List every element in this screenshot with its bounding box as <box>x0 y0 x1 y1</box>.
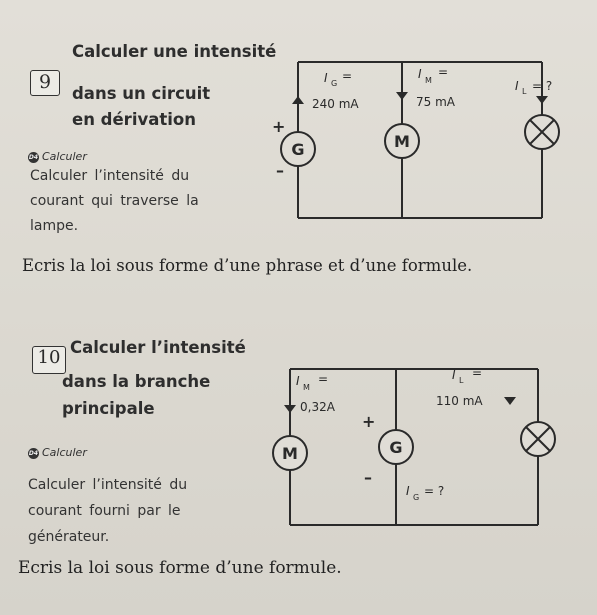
exercise-10-title-2 <box>62 370 210 394</box>
exercise-10-title <box>70 336 246 360</box>
exercise-10-body-line-3: générateur. <box>28 529 110 545</box>
generator-plus: + <box>362 412 376 431</box>
current-label-ig <box>312 69 359 111</box>
lamp-symbol <box>525 115 559 149</box>
il-subscript: L <box>459 376 464 385</box>
arrow-up-icon <box>292 96 304 104</box>
ig-symbol: I <box>406 484 410 498</box>
current-label-ig <box>406 484 444 502</box>
motor-letter: M <box>282 444 298 463</box>
exercise-10-title-line-1: Calculer l’intensité <box>70 338 246 357</box>
il-equals: = <box>472 366 483 380</box>
current-label-im <box>416 65 456 109</box>
exercise-10-title-line-3: principale <box>62 399 155 418</box>
exercise-10-body-line-1: Calculer l’intensité du <box>28 477 188 493</box>
exercise-9-body-line-2: courant qui traverse la <box>30 193 199 209</box>
exercise-10-instruction: Ecris la loi sous forme d’une formule. <box>18 558 342 578</box>
im-equals: = <box>438 65 449 79</box>
exercise-9-body <box>30 164 199 239</box>
current-label-il <box>436 366 483 408</box>
im-equals: = <box>318 372 329 386</box>
lamp-symbol <box>521 422 555 456</box>
exercise-9-title-3 <box>72 108 196 132</box>
im-symbol: I <box>418 67 422 81</box>
il-subscript: L <box>522 87 527 96</box>
arrow-down-icon <box>396 92 408 100</box>
current-label-im <box>296 372 336 414</box>
arrow-down-icon <box>504 397 516 405</box>
motor-symbol <box>273 436 307 470</box>
exercise-10-number: 10 <box>32 346 66 374</box>
skill-badge-icon: D4 <box>28 449 39 457</box>
generator-letter: G <box>389 438 403 457</box>
exercise-10-body-line-2: courant fourni par le <box>28 503 181 519</box>
generator-symbol <box>281 132 315 166</box>
circuit-diagram-10 <box>250 355 590 535</box>
ig-symbol: I <box>324 71 328 85</box>
exercise-10-body <box>28 472 187 550</box>
motor-letter: M <box>394 132 410 151</box>
generator-letter: G <box>291 140 305 159</box>
il-value: 110 mA <box>436 394 483 408</box>
arrow-down-icon <box>284 405 296 413</box>
exercise-9-instruction: Ecris la loi sous forme d’une phrase et d’une formule. <box>22 256 473 275</box>
im-value: 75 mA <box>416 95 455 109</box>
exercise-9-skill <box>28 150 87 163</box>
exercise-9-title-2 <box>72 82 210 106</box>
motor-symbol <box>385 124 419 158</box>
arrow-down-icon <box>536 96 548 104</box>
exercise-9-skill-label: Calculer <box>42 150 87 163</box>
im-symbol: I <box>296 374 300 388</box>
ig-subscript: G <box>413 493 420 502</box>
exercise-10-title-3 <box>62 397 155 421</box>
il-equals: = ? <box>532 79 553 93</box>
il-symbol: I <box>515 79 519 93</box>
generator-minus: – <box>276 161 284 180</box>
exercise-10-skill <box>28 446 87 459</box>
im-value: 0,32A <box>300 400 335 414</box>
generator-symbol <box>379 430 413 464</box>
ig-subscript: G <box>331 79 338 88</box>
il-symbol: I <box>452 368 456 382</box>
im-subscript: M <box>303 383 310 392</box>
generator-plus: + <box>272 117 286 136</box>
skill-badge-icon: D4 <box>28 153 39 161</box>
exercise-9-number: 9 <box>30 70 60 96</box>
exercise-9-title-line-1: Calculer une intensité <box>72 42 277 61</box>
ig-value: 240 mA <box>312 97 359 111</box>
current-label-il <box>515 79 552 96</box>
exercise-9-title-line-3: en dérivation <box>72 110 196 129</box>
im-subscript: M <box>425 76 432 85</box>
exercise-9-title <box>72 40 276 64</box>
circuit-diagram-9 <box>250 52 590 232</box>
exercise-10-title-line-2: dans la branche <box>62 372 211 391</box>
ig-equals: = <box>342 69 353 83</box>
exercise-9-title-line-2: dans un circuit <box>72 84 211 103</box>
exercise-10-skill-label: Calculer <box>42 446 87 459</box>
generator-minus: – <box>364 468 372 487</box>
exercise-9-body-line-3: lampe. <box>30 218 79 234</box>
ig-equals: = ? <box>424 484 445 498</box>
exercise-9-body-line-1: Calculer l’intensité du <box>30 168 190 184</box>
